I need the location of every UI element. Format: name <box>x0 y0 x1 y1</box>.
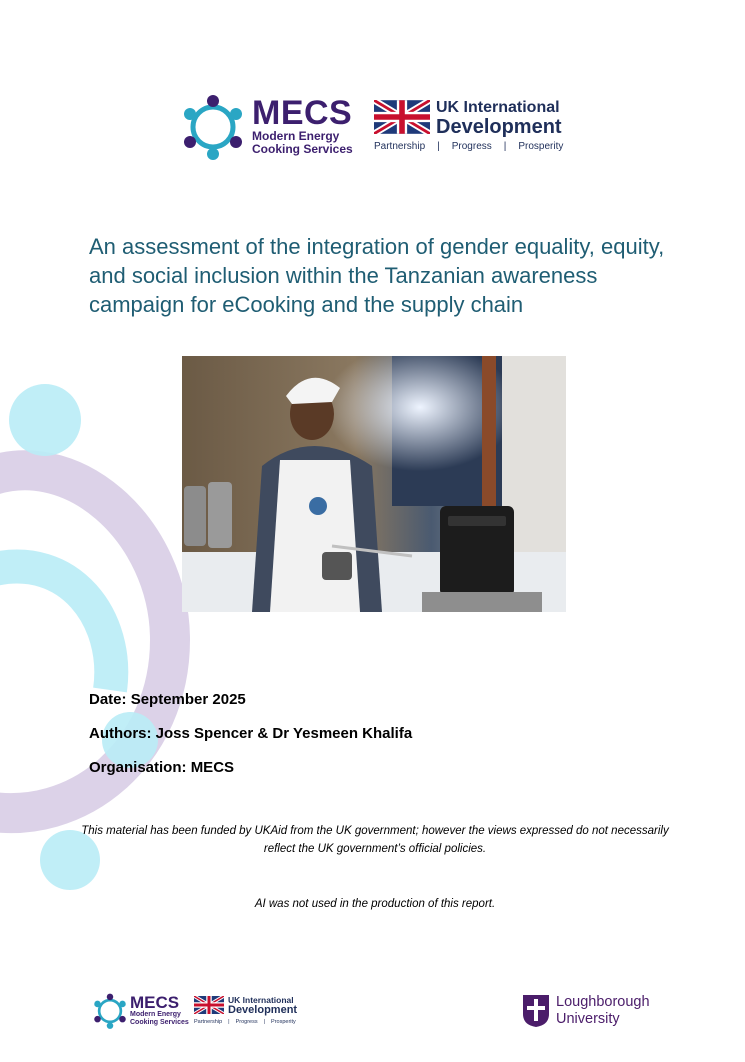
tagline-prosperity: Prosperity <box>518 141 564 152</box>
report-date <box>89 691 246 708</box>
authors-value: Joss Spencer & Dr Yesmeen Khalifa <box>155 725 413 742</box>
union-flag-icon <box>374 100 430 134</box>
mecs-line1: Modern Energy <box>130 1011 181 1018</box>
mecs-wordmark <box>130 994 189 1026</box>
mecs-abbr: MECS <box>252 94 353 132</box>
mecs-logo-icon <box>92 992 128 1030</box>
mecs-line1: Modern Energy <box>252 129 340 143</box>
tagline-progress: Progress <box>451 141 492 152</box>
date-value: September 2025 <box>130 691 246 708</box>
report-title: An assessment of the integration of gender equality, equity, and social inclusion within the Tanzanian awareness campaign for eCooking and the supply chain <box>89 234 665 317</box>
tagline-separator: | <box>503 141 507 152</box>
uk-development-line1: UK International <box>228 995 294 1005</box>
tagline-separator: | <box>437 141 440 152</box>
report-authors <box>89 725 412 742</box>
funding-disclaimer: This material has been funded by UKAid from the UK government; however the views expressed do not necessarily reflect the UK government’s official policies. <box>81 825 669 855</box>
tagline-prosperity: Prosperity <box>271 1019 296 1025</box>
uk-development-line2: Development <box>436 116 562 138</box>
mecs-wordmark <box>252 96 353 156</box>
uk-development-tagline <box>194 1019 296 1025</box>
date-label: Date: <box>89 691 127 708</box>
header-logos <box>180 92 580 164</box>
mecs-abbr: MECS <box>130 993 180 1012</box>
tagline-partnership: Partnership <box>194 1019 223 1025</box>
tagline-progress: Progress <box>235 1019 258 1025</box>
tagline-separator: | <box>263 1019 266 1025</box>
tagline-partnership: Partnership <box>374 141 426 152</box>
report-organisation <box>89 759 234 776</box>
uk-development-line2: Development <box>228 1004 298 1016</box>
organisation-value: MECS <box>190 759 235 776</box>
cooking-demonstration-photo <box>182 356 566 612</box>
loughborough-university-logo <box>522 992 672 1032</box>
university-crest-icon <box>522 994 550 1028</box>
union-flag-icon <box>194 996 224 1014</box>
authors-label: Authors: <box>89 725 152 742</box>
mecs-line2: Cooking Services <box>130 1018 189 1026</box>
uk-development-tagline <box>374 141 563 152</box>
loughborough-line2: University <box>556 1011 620 1027</box>
mecs-line2: Cooking Services <box>252 142 353 156</box>
tagline-separator: | <box>228 1019 230 1025</box>
footer-logos <box>92 992 322 1032</box>
uk-development-line1: UK International <box>436 99 560 116</box>
loughborough-line1: Loughborough <box>556 994 650 1010</box>
mecs-logo-icon <box>180 92 246 162</box>
ai-usage-note: AI was not used in the production of this report. <box>254 898 496 910</box>
organisation-label: Organisation: <box>89 759 187 776</box>
